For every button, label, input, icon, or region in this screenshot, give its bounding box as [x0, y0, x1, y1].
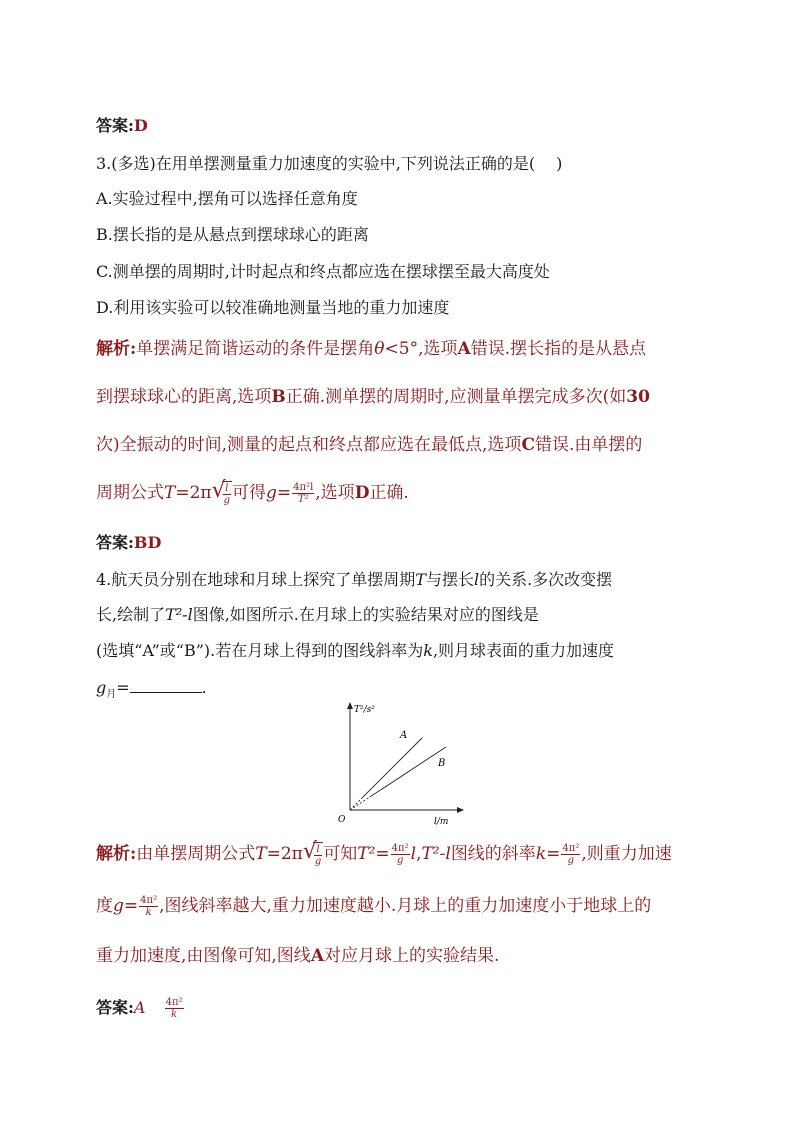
text: = [546, 844, 561, 864]
subscript: 月 [106, 689, 117, 701]
line-b [371, 747, 446, 796]
text: 重力加速度,由图像可知,图线 [96, 946, 311, 966]
text: =2π [266, 844, 303, 864]
solution-label: 解析: [96, 339, 137, 359]
var: T [255, 844, 267, 864]
var: g [113, 896, 124, 916]
answer-prev [96, 114, 148, 138]
text: 图像,如图所示.在月球上的实验结果对应的图线是 [192, 605, 539, 624]
q4-stem-line4 [96, 676, 207, 707]
var: T [415, 570, 426, 589]
q3-solution-line1 [96, 337, 646, 361]
series-b-label: B [438, 758, 446, 769]
text: 到摆球球心的距离,选项 [96, 387, 272, 407]
text: 对应月球上的实验结果. [324, 946, 500, 966]
text: 错误.摆长指的是从悬点 [470, 339, 647, 359]
text: 的关系.多次改变摆 [479, 570, 613, 589]
q4-solution-line3 [96, 944, 499, 968]
q3-solution-line3 [96, 433, 642, 457]
sqrt: √ $\frac{l}{g}$ [302, 839, 322, 867]
var: g [265, 483, 277, 503]
sqrt: √ $\frac{l}{g}$ [211, 478, 230, 506]
q3-option-c: C.测单摆的周期时,计时起点和终点都应选在摆球摆至最大高度处 [96, 262, 550, 281]
den: g [314, 856, 322, 867]
text: (选填“A”或“B”).若在月球上得到的图线斜率为 [96, 641, 424, 660]
den: k [171, 1009, 178, 1020]
num: 4π²l [293, 482, 314, 493]
text: 次)全振动的时间,测量的起点和终点都应选在最低点,选项 [96, 435, 522, 455]
text: = [276, 483, 292, 503]
t2-l-chart [334, 700, 474, 830]
var: T [164, 483, 176, 503]
var: T²-l [165, 605, 193, 624]
den: g [396, 855, 404, 866]
text: ,选项 [315, 483, 355, 503]
number: 30 [626, 387, 650, 407]
y-axis-arrow [347, 702, 353, 709]
text: 可得 [231, 483, 266, 503]
var: k [535, 844, 547, 864]
text: . [201, 678, 207, 697]
var: k [423, 641, 433, 660]
answer-value: D [133, 116, 148, 135]
q3-answer [96, 531, 161, 555]
line-ref: A [310, 946, 325, 966]
line-a-dashed [350, 797, 363, 810]
text: ,图线斜率越大,重力加速度越小.月球上的重力加速度小于地球上的 [159, 896, 652, 916]
line-b-dashed [350, 796, 371, 810]
series-a-label: A [400, 730, 408, 741]
var: g [96, 678, 107, 697]
text: ,则月球表面的重力加速度 [432, 641, 615, 660]
answer-value: A [133, 998, 146, 1017]
text: 度 [96, 896, 113, 916]
num: 4π² [165, 997, 183, 1008]
text: 长,绘制了 [96, 605, 166, 624]
answer-label: 答案: [96, 533, 134, 552]
text: = [123, 896, 139, 916]
text: =2π [175, 483, 212, 503]
text: = [116, 678, 130, 697]
q4-stem-line2 [96, 603, 539, 627]
answer-blank[interactable] [130, 678, 202, 693]
text: 图线的斜率 [450, 844, 536, 864]
q3-solution-line2 [96, 385, 650, 409]
text: 4.航天员分别在地球和月球上探究了单摆周期 [96, 570, 416, 589]
num: l [314, 844, 322, 856]
origin-label: O [338, 815, 346, 825]
text: 周期公式 [96, 483, 164, 503]
num: l [223, 483, 231, 495]
text: 错误.由单摆的 [534, 435, 643, 455]
q3-option-b: B.摆长指的是从悬点到摆球球心的距离 [96, 225, 369, 244]
solution-label: 解析: [96, 844, 137, 864]
text: 与摆长 [425, 570, 474, 589]
var: T² [357, 844, 376, 864]
option-ref: A [457, 339, 471, 359]
text: 正确. [369, 483, 409, 503]
answer-value: BD [133, 533, 162, 552]
q3-option-d: D.利用该实验可以较准确地测量当地的重力加速度 [96, 298, 450, 317]
var: T²-l [421, 844, 451, 864]
q4-answer [96, 996, 185, 1020]
text: ,则重力加速 [581, 844, 672, 864]
line-a [363, 738, 422, 797]
x-axis-arrow [457, 807, 464, 813]
den: g [567, 855, 575, 866]
q3-solution-line4 [96, 478, 409, 506]
answer-label: 答案: [96, 998, 134, 1017]
y-axis-label: T²/s² [354, 705, 375, 715]
var: l [473, 570, 480, 589]
text: 可知 [323, 844, 358, 864]
q3-option-a: A.实验过程中,摆角可以选择任意角度 [96, 189, 358, 208]
answer-label: 答案: [96, 116, 134, 135]
text: 单摆满足简谐运动的条件是摆角 [136, 339, 375, 359]
var: l [410, 844, 417, 864]
text: = [375, 844, 390, 864]
q4-solution-line2 [96, 894, 651, 918]
den: T² [297, 494, 309, 505]
text: 正确.测单摆的周期时,应测量单摆完成多次(如 [285, 387, 627, 407]
theta: θ [374, 339, 385, 359]
option-ref: B [271, 387, 286, 407]
den: g [223, 495, 230, 506]
option-ref: D [354, 483, 370, 503]
num: 4π² [562, 843, 580, 854]
q3-stem: 3.(多选)在用单摆测量重力加速度的实验中,下列说法正确的是( ) [96, 154, 563, 173]
den: k [145, 907, 152, 918]
q4-solution-line1 [96, 839, 672, 867]
option-ref: C [521, 435, 535, 455]
num: 4π² [391, 843, 409, 854]
q4-stem-line3 [96, 639, 614, 663]
text: <5°,选项 [384, 339, 458, 359]
text: 由单摆周期公式 [136, 844, 256, 864]
q4-stem-line1 [96, 568, 612, 592]
num: 4π² [140, 895, 158, 906]
x-axis-label: l/m [434, 817, 449, 827]
text: , [416, 844, 422, 864]
